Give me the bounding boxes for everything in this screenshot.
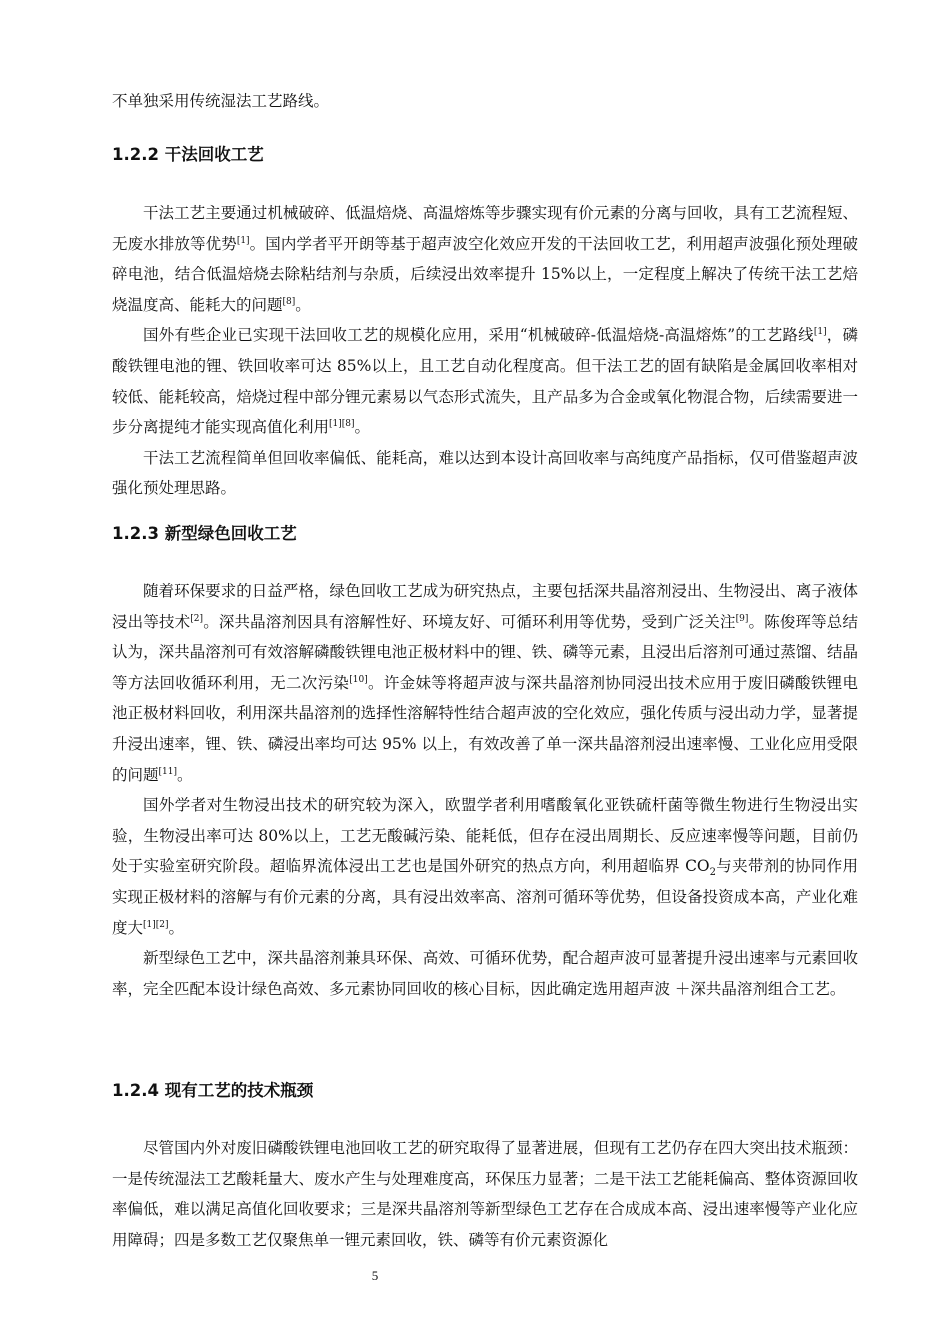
section-1-2-2-body bbox=[112, 198, 858, 504]
citation: [2] bbox=[190, 613, 204, 624]
paragraph: 新型绿色工艺中，深共晶溶剂兼具环保、高效、可循环优势，配合超声波可显著提升浸出速率与元素回收率，完全匹配本设计绿色高效、多元素协同回收的核心目标，因此确定选用超声波 ＋深共晶溶剂组合工艺。 bbox=[112, 949, 858, 998]
paragraph: 干法工艺流程简单但回收率偏低、能耗高，难以达到本设计高回收率与高纯度产品指标，仅可借鉴超声波强化预处理思路。 bbox=[112, 448, 858, 498]
section-heading-1-2-4: 1.2.4 现有工艺的技术瓶颈 bbox=[112, 1081, 314, 1100]
subscript: 2 bbox=[709, 867, 717, 879]
intro-block bbox=[112, 86, 858, 117]
citation: [11] bbox=[158, 766, 177, 777]
citation: [1][2] bbox=[143, 919, 169, 930]
paragraph: 国外有些企业已实现干法回收工艺的规模化应用，采用“机械破碎-低温焙烧-高温熔炼”的工艺路线[1]，磷酸铁锂电池的锂、铁回收率可达 85%以上，且工艺自动化程度高。但干法工艺的固有缺陷是金属回收率相对较低、能耗较高，焙烧过程中部分锂元素易以气态形式流失，且产品多为合金或氧化物混合物，后续需要进一步分离提纯才能实现高值化利用[1][8]。 bbox=[112, 326, 858, 437]
citation: [1][8] bbox=[329, 419, 355, 429]
citation: [9] bbox=[735, 613, 749, 624]
paragraph: 尽管国内外对废旧磷酸铁锂电池回收工艺的研究取得了显著进展，但现有工艺仍存在四大突出技术瓶颈：一是传统湿法工艺酸耗量大、废水产生与处理难度高，环保压力显著；二是干法工艺能耗偏高、整体资源回收率偏低，难以满足高值化回收要求；三是深共晶溶剂等新型绿色工艺存在合成成本高、浸出速率慢等产业化应用障碍；四是多数工艺仅聚焦单一锂元素回收，铁、磷等有价元素资源化 bbox=[112, 1139, 858, 1249]
paragraph: 随着环保要求的日益严格，绿色回收工艺成为研究热点，主要包括深共晶溶剂浸出、生物浸出、离子液体浸出等技术[2]。深共晶溶剂因具有溶解性好、环境友好、可循环利用等优势，受到广泛关注[9]。陈俊珲等总结认为，深共晶溶剂可有效溶解磷酸铁锂电池正极材料中的锂、铁、磷等元素，且浸出后溶剂可通过蒸馏、结晶等方法回收循环利用，无二次污染[10]。许金妹等将超声波与深共晶溶剂协同浸出技术应用于废旧磷酸铁锂电池正极材料回收，利用深共晶溶剂的选择性溶解特性结合超声波的空化效应，强化传质与浸出动力学，显著提升浸出速率，锂、铁、磷浸出率均可达 95% 以上，有效改善了单一深共晶溶剂浸出速率慢、工业化应用受限的问题[11]。 bbox=[112, 582, 858, 784]
citation: [10] bbox=[349, 674, 368, 685]
section-1-2-4-body bbox=[112, 1133, 858, 1255]
citation: [1] bbox=[236, 235, 250, 246]
section-heading-1-2-3: 1.2.3 新型绿色回收工艺 bbox=[112, 524, 297, 543]
citation: [1] bbox=[813, 327, 827, 338]
intro-line: 不单独采用传统湿法工艺路线。 bbox=[112, 92, 330, 110]
section-1-2-3-body bbox=[112, 576, 858, 1004]
section-heading-1-2-2: 1.2.2 干法回收工艺 bbox=[112, 145, 264, 164]
paragraph: 干法工艺主要通过机械破碎、低温焙烧、高温熔炼等步骤实现有价元素的分离与回收，具有工艺流程短、无废水排放等优势[1]。国内学者平开朗等基于超声波空化效应开发的干法回收工艺，利用超声波强化预处理破碎电池，结合低温焙烧去除粘结剂与杂质，后续浸出效率提升 15%以上，一定程度上解决了传统干法工艺焙烧温度高、能耗大的问题[8]。 bbox=[112, 204, 858, 314]
citation: [8] bbox=[282, 296, 296, 307]
page-number: 5 bbox=[371, 1268, 379, 1283]
paragraph: 国外学者对生物浸出技术的研究较为深入，欧盟学者利用嗜酸氧化亚铁硫杆菌等微生物进行生物浸出实验，生物浸出率可达 80%以上，工艺无酸碱污染、能耗低，但存在浸出周期长、反应速率慢等问题，目前仍处于实验室研究阶段。超临界流体浸出工艺也是国外研究的热点方向，利用超临界 $CO_2$与夹带剂的协同作用实现正极材料的溶解与有价元素的分离，具有浸出效率高、溶剂可循环等优势，但设备投资成本高，产业化难度大[1][2]。 bbox=[112, 796, 858, 937]
